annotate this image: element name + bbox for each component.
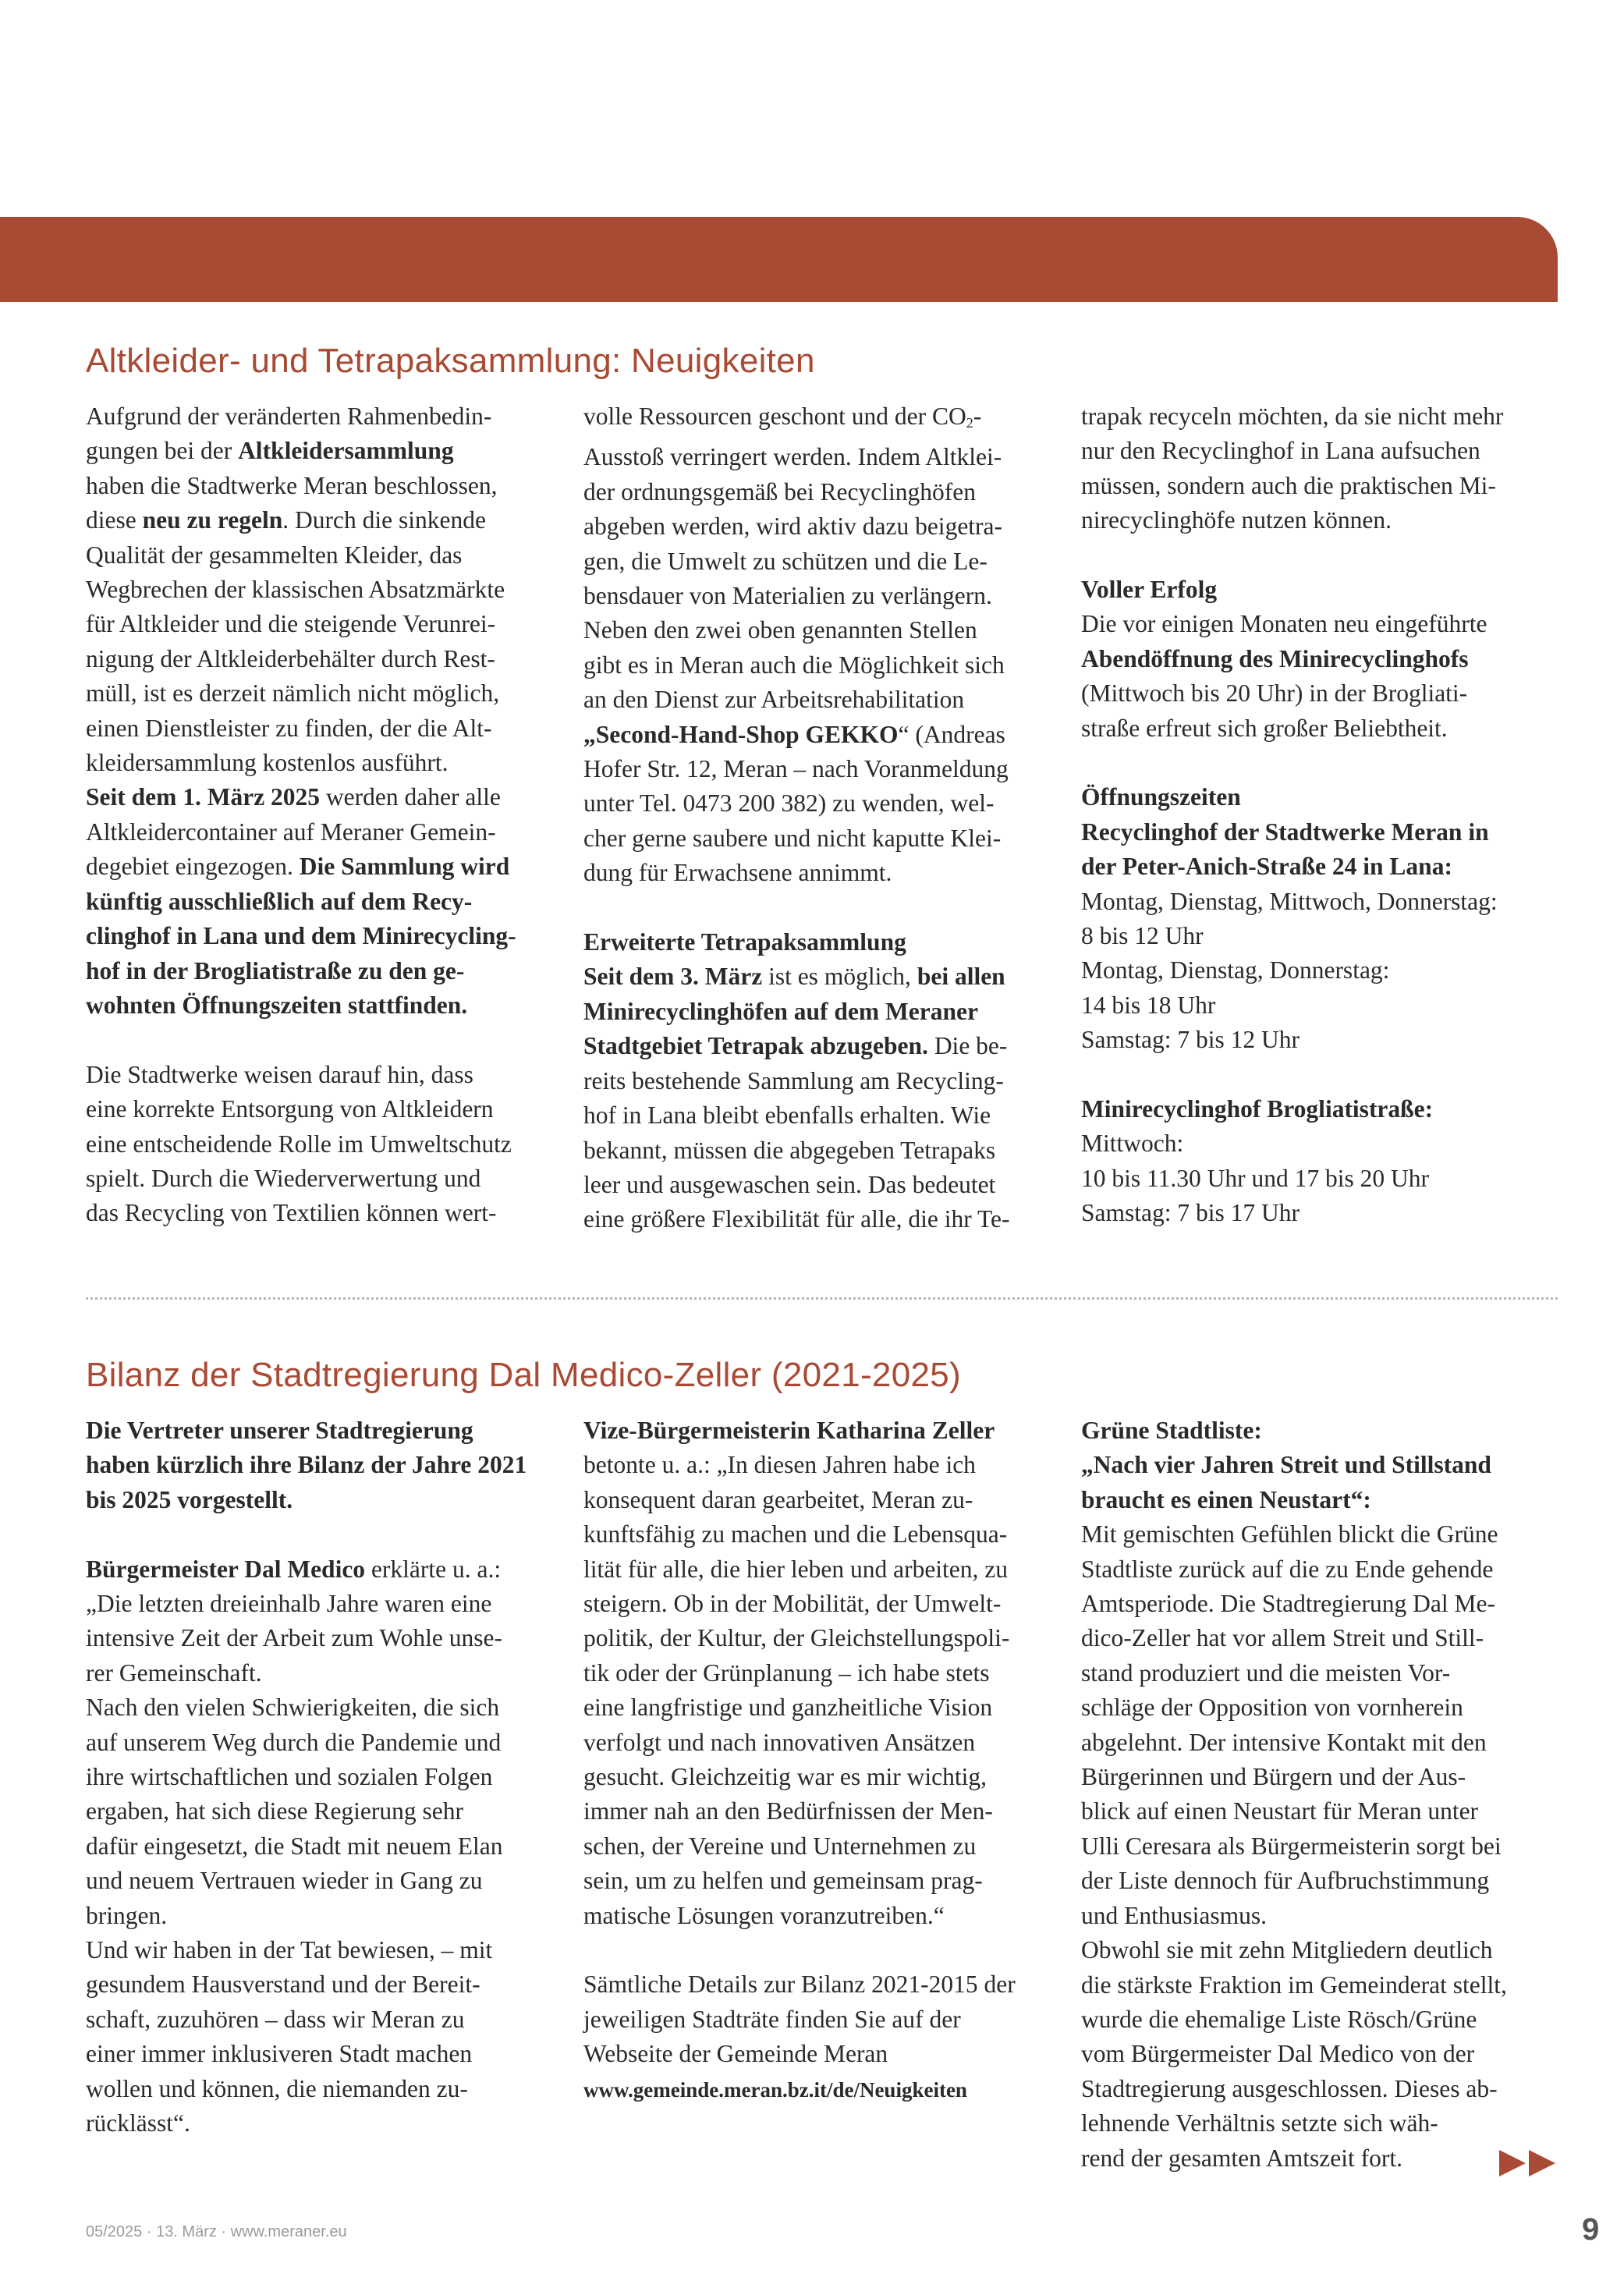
text-line: sein, um zu helfen und gemeinsam prag- <box>583 1867 983 1895</box>
text-line: gesucht. Gleichzeitig war es mir wichtig, <box>583 1763 987 1791</box>
text-line: bis 2025 vorgestellt. <box>86 1485 293 1513</box>
text-line: trapak recyceln möchten, da sie nicht mehr <box>1081 403 1504 430</box>
text-line: Stadtgebiet Tetrapak abzugeben. Die be- <box>583 1032 1008 1060</box>
text-line: der ordnungsgemäß bei Recyclinghöfen <box>583 477 976 506</box>
text-line: nur den Recyclinghof in Lana aufsuchen <box>1081 437 1480 465</box>
text-line: der Peter-Anich-Straße 24 in Lana: <box>1081 853 1452 881</box>
text-line: lehnende Verhältnis setzte sich wäh- <box>1081 2109 1438 2137</box>
text-line: Qualität der gesammelten Kleider, das <box>86 541 463 569</box>
section-divider <box>86 1297 1558 1300</box>
text-line: auf unserem Weg durch die Pandemie und <box>86 1728 502 1756</box>
paragraph-gap <box>1081 746 1557 780</box>
text-line: abgeben werden, wird aktiv dazu beigetra- <box>583 513 1003 541</box>
text-line: konsequent daran gearbeitet, Meran zu- <box>583 1485 973 1513</box>
text-line: ergaben, hat sich diese Regierung sehr <box>86 1797 464 1825</box>
text-line: betonte u. a.: „In diesen Jahren habe ich <box>583 1451 976 1479</box>
text-line: die stärkste Fraktion im Gemeinderat stellt, <box>1081 1971 1507 1999</box>
article2-column-3 <box>1081 1414 1557 2176</box>
text-line: rend der gesamten Amtszeit fort. <box>1081 2144 1402 2172</box>
text-line: schläge der Opposition von vornherein <box>1081 1694 1463 1722</box>
text-line: (Mittwoch bis 20 Uhr) in der Brogliati- <box>1081 679 1468 708</box>
article1-column-3 <box>1081 399 1557 1231</box>
text-line: nirecyclinghöfe nutzen können. <box>1081 506 1392 534</box>
website-link[interactable]: www.gemeinde.meran.bz.it/de/Neuigkeiten <box>583 2077 967 2102</box>
text-line: gesundem Hausverstand und der Bereit- <box>86 1971 480 1999</box>
text-line: braucht es einen Neustart“: <box>1081 1485 1371 1513</box>
article-title-altkleider: Altkleider- und Tetrapaksammlung: Neuigkeiten <box>86 342 815 380</box>
article1-column-1 <box>86 399 562 1231</box>
text-line: Nach den vielen Schwierigkeiten, die sich <box>86 1694 500 1722</box>
text-line: wohnten Öffnungszeiten stattfinden. <box>86 991 468 1019</box>
text-line: gibt es in Meran auch die Möglichkeit sich <box>583 651 1005 679</box>
text-line: Wegbrechen der klassischen Absatzmärkte <box>86 576 505 604</box>
text-line: Mittwoch: <box>1081 1130 1184 1158</box>
text-line: spielt. Durch die Wiederverwertung und <box>86 1164 481 1192</box>
text-line: diese neu zu regeln. Durch die sinkende <box>86 506 486 534</box>
text-line: Neben den zwei oben genannten Stellen <box>583 616 977 644</box>
text-line: verfolgt und nach innovativen Ansätzen <box>583 1728 976 1756</box>
text-line: Obwohl sie mit zehn Mitgliedern deutlich <box>1081 1936 1493 1964</box>
text-line: vom Bürgermeister Dal Medico von der <box>1081 2040 1475 2068</box>
article2-column-1 <box>86 1414 562 2141</box>
text-line: der Liste dennoch für Aufbruchstimmung <box>1081 1867 1490 1895</box>
text-line: Samstag: 7 bis 12 Uhr <box>1081 1026 1300 1054</box>
text-line: Montag, Dienstag, Mittwoch, Donnerstag: <box>1081 887 1498 915</box>
text-line: eine entscheidende Rolle im Umweltschutz <box>86 1130 512 1158</box>
text-line: Seit dem 3. März ist es möglich, bei allen <box>583 963 1005 991</box>
text-line: Seit dem 1. März 2025 werden daher alle <box>86 783 501 811</box>
text-line: steigern. Ob in der Mobilität, der Umwelt- <box>583 1590 1002 1618</box>
text-line: einen Dienstleister zu finden, der die Alt- <box>86 714 492 742</box>
text-line: das Recycling von Textilien können wert- <box>86 1199 497 1227</box>
text-line: Samstag: 7 bis 17 Uhr <box>1081 1199 1300 1227</box>
text-line: 14 bis 18 Uhr <box>1081 991 1216 1019</box>
text-line: rer Gemeinschaft. <box>86 1658 262 1687</box>
text-line: Mit gemischten Gefühlen blickt die Grüne <box>1081 1520 1498 1548</box>
text-line: Sämtliche Details zur Bilanz 2021-2015 der <box>583 1971 1016 1999</box>
text-line: straße erfreut sich großer Beliebtheit. <box>1081 714 1448 742</box>
text-line: haben kürzlich ihre Bilanz der Jahre 2021 <box>86 1451 527 1479</box>
text-line: gen, die Umwelt zu schützen und die Le- <box>583 547 988 575</box>
text-line: wollen und können, die niemanden zu- <box>86 2074 468 2102</box>
text-line: intensive Zeit der Arbeit zum Wohle unse- <box>86 1624 502 1652</box>
text-line: Minirecyclinghöfen auf dem Meraner <box>583 997 978 1025</box>
subheading: Voller Erfolg <box>1081 576 1218 604</box>
text-line: abgelehnt. Der intensive Kontakt mit den <box>1081 1728 1487 1756</box>
text-line: Ulli Ceresara als Bürgermeisterin sorgt bei <box>1081 1832 1502 1860</box>
text-line: hof in Lana bleibt ebenfalls erhalten. Wie <box>583 1101 991 1130</box>
text-line: cher gerne saubere und nicht kaputte Klei- <box>583 824 1002 852</box>
paragraph-gap <box>1081 538 1557 573</box>
text-line: bringen. <box>86 1901 168 1929</box>
text-line: schen, der Vereine und Unternehmen zu <box>583 1832 977 1860</box>
text-line: Abendöffnung des Minirecyclinghofs <box>1081 644 1469 672</box>
text-line: dafür eingesetzt, die Stadt mit neuem Elan <box>86 1832 503 1860</box>
text-line: leer und ausgewaschen sein. Das bedeutet <box>583 1170 996 1198</box>
text-line: Die Vertreter unserer Stadtregierung <box>86 1417 473 1444</box>
text-line: jeweiligen Stadträte finden Sie auf der <box>583 2005 961 2033</box>
text-line: immer nah an den Bedürfnissen der Men- <box>583 1797 993 1825</box>
article1-column-2 <box>583 399 1059 1237</box>
text-line: Hofer Str. 12, Meran – nach Voranmeldung <box>583 755 1009 783</box>
header-banner <box>0 217 1558 302</box>
text-line: reits bestehende Sammlung am Recycling- <box>583 1066 1004 1094</box>
paragraph-gap <box>583 1933 1059 1967</box>
text-line: Die vor einigen Monaten neu eingeführte <box>1081 610 1487 638</box>
text-line: 10 bis 11.30 Uhr und 17 bis 20 Uhr <box>1081 1164 1429 1192</box>
text-line: unter Tel. 0473 200 382) zu wenden, wel- <box>583 789 995 818</box>
paragraph-gap <box>1081 1058 1557 1092</box>
text-line: dung für Erwachsene annimmt. <box>583 859 892 887</box>
text-line: und neuem Vertrauen wieder in Gang zu <box>86 1867 483 1895</box>
text-line: degebiet eingezogen. Die Sammlung wird <box>86 853 510 881</box>
text-line: künftig ausschließlich auf dem Recy- <box>86 887 473 915</box>
text-line: kleidersammlung kostenlos ausführt. <box>86 749 449 777</box>
text-line: hof in der Brogliatistraße zu den ge- <box>86 956 465 984</box>
subheading: Öffnungszeiten <box>1081 783 1241 811</box>
subheading: Erweiterte Tetrapaksammlung <box>583 928 906 956</box>
paragraph-gap <box>86 1517 562 1552</box>
text-line: Die Stadtwerke weisen darauf hin, dass <box>86 1060 473 1088</box>
text-line: für Altkleider und die steigende Verunrei- <box>86 610 496 638</box>
footer-info: 05/2025 · 13. März · www.meraner.eu <box>86 2223 347 2240</box>
text-line: müssen, sondern auch die praktischen Mi- <box>1081 471 1496 499</box>
text-line: stand produziert und die meisten Vor- <box>1081 1658 1451 1687</box>
text-line: matische Lösungen voranzutreiben.“ <box>583 1901 945 1929</box>
text-line: bensdauer von Materialien zu verlängern. <box>583 582 992 610</box>
text-line: Stadtregierung ausgeschlossen. Dieses ab- <box>1081 2074 1498 2102</box>
text-line: clinghof in Lana und dem Minirecycling- <box>86 922 516 950</box>
text-line: Stadtliste zurück auf die zu Ende gehende <box>1081 1555 1494 1583</box>
text-line: Recyclinghof der Stadtwerke Meran in <box>1081 818 1489 846</box>
text-line: „Second-Hand-Shop GEKKO“ (Andreas <box>583 720 1005 748</box>
text-line: rücklässt“. <box>86 2109 190 2137</box>
text-line: volle Ressourcen geschont und der $CO_2-$ <box>583 403 982 431</box>
text-line: Vize-Bürgermeisterin Katharina Zeller <box>583 1417 995 1444</box>
text-line: Aufgrund der veränderten Rahmenbedin- <box>86 403 492 430</box>
text-line: haben die Stadtwerke Meran beschlossen, <box>86 471 498 499</box>
text-line: gungen bei der Altkleidersammlung <box>86 437 454 465</box>
text-line: nigung der Altkleiderbehälter durch Rest- <box>86 644 495 672</box>
subheading: Grüne Stadtliste: <box>1081 1417 1262 1444</box>
paragraph-gap <box>583 891 1059 925</box>
page-number: 9 <box>1582 2212 1600 2247</box>
double-arrow-right-icon <box>1499 2150 1558 2176</box>
article-title-bilanz: Bilanz der Stadtregierung Dal Medico-Zeller (2021-2025) <box>86 1356 961 1394</box>
text-line: Und wir haben in der Tat bewiesen, – mit <box>86 1936 493 1964</box>
text-line: eine korrekte Entsorgung von Altkleidern <box>86 1095 494 1123</box>
text-line: schaft, zuzuhören – dass wir Meran zu <box>86 2005 465 2033</box>
text-line: lität für alle, die hier leben und arbeiten, zu <box>583 1555 1009 1583</box>
text-line: dico-Zeller hat vor allem Streit und Still- <box>1081 1624 1484 1652</box>
text-line: „Die letzten dreieinhalb Jahre waren eine <box>86 1590 492 1618</box>
text-line: ihre wirtschaftlichen und sozialen Folgen <box>86 1763 493 1791</box>
text-line: Montag, Dienstag, Donnerstag: <box>1081 956 1390 984</box>
text-line: Bürgermeister Dal Medico erklärte u. a.: <box>86 1555 502 1583</box>
text-line: und Enthusiasmus. <box>1081 1901 1268 1929</box>
text-line: einer immer inklusiveren Stadt machen <box>86 2040 473 2068</box>
text-line: blick auf einen Neustart für Meran unter <box>1081 1797 1479 1825</box>
paragraph-gap <box>86 1023 562 1057</box>
text-line: tik oder der Grünplanung – ich habe stets <box>583 1658 990 1687</box>
text-line: eine größere Flexibilität für alle, die ihr Te- <box>583 1205 1010 1233</box>
subheading: Minirecyclinghof Brogliatistraße: <box>1081 1095 1434 1123</box>
text-line: an den Dienst zur Arbeitsrehabilitation <box>583 686 965 714</box>
text-line: Amtsperiode. Die Stadtregierung Dal Me- <box>1081 1590 1495 1618</box>
article2-column-2 <box>583 1414 1059 2107</box>
text-line: Ausstoß verringert werden. Indem Altklei- <box>583 443 1002 471</box>
text-line: kunftsfähig zu machen und die Lebensqua- <box>583 1520 1008 1548</box>
text-line: müll, ist es derzeit nämlich nicht möglich, <box>86 679 500 708</box>
text-line: wurde die ehemalige Liste Rösch/Grüne <box>1081 2005 1477 2033</box>
text-line: Webseite der Gemeinde Meran <box>583 2040 888 2068</box>
text-line: bekannt, müssen die abgegeben Tetrapaks <box>583 1136 996 1164</box>
text-line: Bürgerinnen und Bürgern und der Aus- <box>1081 1763 1466 1791</box>
text-line: „Nach vier Jahren Streit und Stillstand <box>1081 1451 1491 1479</box>
text-line: Altkleidercontainer auf Meraner Gemein- <box>86 818 496 846</box>
text-line: eine langfristige und ganzheitliche Vision <box>583 1694 993 1722</box>
text-line: politik, der Kultur, der Gleichstellungspoli- <box>583 1624 1010 1652</box>
text-line: 8 bis 12 Uhr <box>1081 922 1204 950</box>
